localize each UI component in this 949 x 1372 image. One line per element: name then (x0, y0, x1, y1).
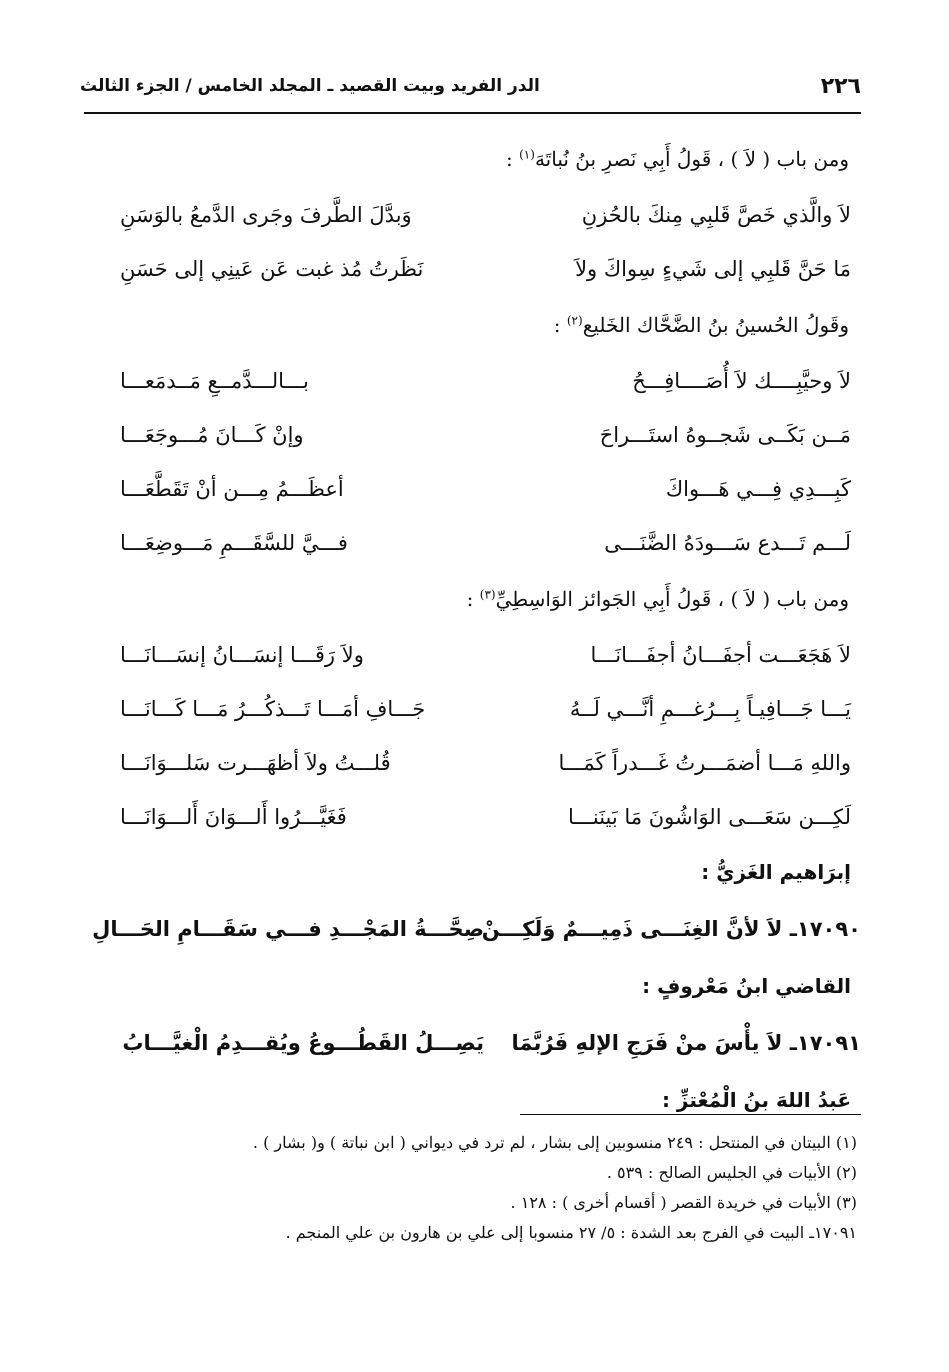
intro-text: ومن باب ( لاَ ) ، قَولُ أَبِي الجَوائز الوَاسِطِيِّ (495, 587, 849, 611)
footnote-rule (520, 1114, 861, 1115)
page-number: ٢٢٦ (820, 73, 861, 99)
intro-text: وقَولُ الحُسينُ بنُ الضَّحَّاك الخَليع (582, 313, 849, 337)
verse-line (84, 188, 861, 242)
section-intro (84, 570, 861, 628)
verse-second-hemistich: أعظَـــمُ مِـــن أنْ تَقَطَّعَـــا (120, 477, 344, 501)
poem-body (84, 130, 861, 1128)
intro-tail: : (553, 313, 567, 337)
section-intro (84, 296, 861, 354)
verse-first-hemistich: واللهِ مَـــا أضمَـــرتُ غَـــدراً كَمَـــا (558, 751, 851, 775)
verse-line (84, 242, 861, 296)
verse-second-hemistich: نَظَرتُ مُذ غبت عَن عَينِي إلى حَسَنِ (120, 257, 424, 281)
verse-second-hemistich: ولاَ رَقَـــا إنسَـــانُ إنسَـــانَـــا (120, 643, 364, 667)
verse-first-hemistich: كَبِـــدِي فِـــي هَـــواكَ (665, 477, 851, 501)
verse-line (84, 408, 861, 462)
verse-first-hemistich: مَــن بَكَــى شَجــوهُ استَـــراحَ (599, 423, 851, 447)
intro-text: ومن باب ( لاَ ) ، قَولُ أَبِي نَصرِ بنُ نُباتَهَ (534, 147, 849, 171)
section-intro (84, 130, 861, 188)
footnote: (٢) الأبيات في الجليس الصالح : ٥٣٩ . (606, 1163, 857, 1182)
poet-heading: عَبدُ اللهَ بنُ الْمُعْتزِّ : (661, 1088, 851, 1112)
verse-line (84, 790, 861, 844)
verse-line (84, 516, 861, 570)
verse-first-hemistich: لَـــم تَـــدع سَـــودَهُ الضَّنَـــى (604, 531, 851, 555)
verse-second-hemistich: فَغَيَّـــرُوا أَلـــوَانَ أَلـــوَانَـــا (120, 805, 347, 829)
verse-second-hemistich: وَبدَّلَ الطَّرفَ وجَرى الدَّمعُ بالوَسَنِ (120, 203, 412, 227)
verse-line (84, 736, 861, 790)
verse-first-hemistich: لاَ وحيَّبِــــك لاَ أُصَــــافِـــحُ (632, 369, 851, 393)
verse-first-hemistich: لاَ هَجَعَـــت أجفَـــانُ أجفَـــانَـــا (590, 643, 851, 667)
footnote-mark: (٢) (566, 313, 583, 328)
verse-second-hemistich: يَصِـــلُ القَطُـــوعُ ويُقـــدِمُ الْغيَّـــابُ (122, 1031, 484, 1055)
verse-first-hemistich: ١٧٠٩٠ـ لاَ لأنَّ الغِنَـــى ذَمِيـــمٌ وَلَكِـــنْ (481, 917, 861, 941)
verse-line (84, 628, 861, 682)
intro-tail: : (466, 587, 480, 611)
verse-second-hemistich: فـــيَّ للسَّقَـــمِ مَـــوضِعَـــا (120, 531, 348, 555)
poet-heading: إبرَاهيم الغَزيُّ : (701, 860, 851, 884)
numbered-verse (84, 900, 861, 958)
verse-second-hemistich: صِحَّـــةُ المَجْـــدِ فـــي سَقَـــامِ الحَـــالِ (92, 917, 484, 941)
verse-first-hemistich: يَـــا جَـــافِيـاً بِـــرُغـــمِ أنَّـــي لَــهُ (569, 697, 851, 721)
verse-first-hemistich: لَكِـــن سَعَـــى الوَاشُونَ مَا بَينَنـــا (568, 805, 851, 829)
header-rule (84, 112, 861, 114)
verse-second-hemistich: جَـــافِ أمَـــا تَـــذكُـــرُ مَـــا كَـــانَـــا (120, 697, 426, 721)
verse-second-hemistich: وإنْ كَـــانَ مُـــوجَعَـــا (120, 423, 304, 447)
running-header (80, 66, 861, 106)
poet-heading: القاضي ابنُ مَعْروفٍ : (642, 974, 851, 998)
verse-line (84, 682, 861, 736)
verse-first-hemistich: ١٧٠٩١ـ لاَ يأْسَ منْ فَرَجِ الإلهِ فَرُبَّمَا (511, 1031, 861, 1055)
verse-second-hemistich: بـــالـــدَّمــعِ مَــدمَعـــا (120, 369, 309, 393)
footnote: ١٧٠٩١ـ البيت في الفرج بعد الشدة : ٥/ ٢٧ منسوبا إلى علي بن هارون بن علي المنجم . (285, 1223, 857, 1242)
footnotes (84, 1128, 857, 1248)
numbered-verse (84, 1014, 861, 1072)
verse-first-hemistich: لاَ والَّذي خَصَّ قَلبِي مِنكَ بالحُزنِ (581, 203, 851, 227)
running-title: الدر الفريد وبيت القصيد ـ المجلد الخامس / الجزء الثالث (80, 76, 540, 96)
verse-line (84, 354, 861, 408)
verse-first-hemistich: مَا حَنَّ قَلبِي إلى شَيءٍ سِواكَ ولاَ (575, 257, 851, 281)
footnote: (٣) الأبيات في خريدة القصر ( أقسام أخرى ) : ١٢٨ . (510, 1193, 857, 1212)
intro-tail: : (506, 147, 520, 171)
verse-line (84, 462, 861, 516)
footnote: (١) البيتان في المنتحل : ٢٤٩ منسوبين إلى بشار ، لم ترد في ديواني ( ابن نباتة ) و( بشار ) . (252, 1133, 857, 1152)
footnote-mark: (٣) (479, 587, 496, 602)
verse-second-hemistich: قُلـــتُ ولاَ أظهَـــرت سَلـــوَانَـــا (120, 751, 391, 775)
footnote-mark: (١) (519, 147, 535, 162)
